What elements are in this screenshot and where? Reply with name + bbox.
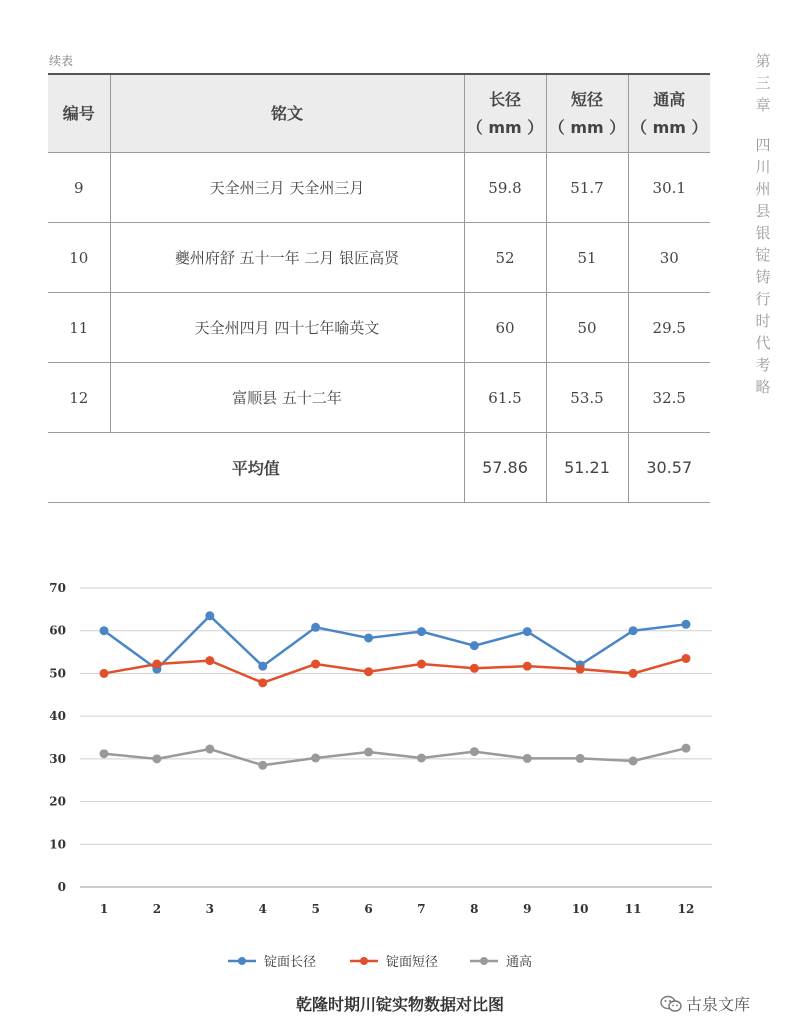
- cell-length: 60: [464, 293, 546, 363]
- data-point: [364, 748, 373, 757]
- average-label: 平均值: [48, 433, 464, 503]
- data-point: [311, 660, 320, 669]
- cell-inscription: 夔州府舒 五十一年 二月 银匠高贤: [110, 223, 464, 293]
- cell-id: 10: [48, 223, 110, 293]
- x-tick-label: 11: [624, 902, 642, 916]
- data-point: [364, 667, 373, 676]
- data-point: [470, 747, 479, 756]
- data-point: [205, 745, 214, 754]
- data-point: [523, 662, 532, 671]
- cell-width: 50: [546, 293, 628, 363]
- table-row: [48, 363, 710, 433]
- cell-height: 30.1: [628, 153, 710, 223]
- table-row: [48, 153, 710, 223]
- continued-label: 续表: [49, 54, 74, 68]
- legend-marker: [480, 957, 488, 965]
- cell-inscription: 天全州三月 天全州三月: [110, 153, 464, 223]
- header-id: 编号: [48, 74, 110, 153]
- series-line: [104, 658, 686, 682]
- data-point: [417, 754, 426, 763]
- data-point: [417, 660, 426, 669]
- data-point: [470, 641, 479, 650]
- data-point: [100, 669, 109, 678]
- x-tick-label: 5: [311, 902, 320, 916]
- cell-id: 9: [48, 153, 110, 223]
- watermark-text: 古泉文库: [686, 995, 751, 1014]
- wechat-icon: [660, 995, 682, 1013]
- header-inscription: 铭文: [110, 74, 464, 153]
- table-header-row: [48, 74, 710, 153]
- header-height: 通高 （ mm ）: [628, 74, 710, 153]
- x-tick-label: 4: [258, 902, 267, 916]
- chart-title: 乾隆时期川锭实物数据对比图: [295, 995, 504, 1014]
- cell-width: 51: [546, 223, 628, 293]
- y-tick-label: 20: [49, 794, 66, 809]
- watermark: [660, 992, 750, 1015]
- y-tick-label: 70: [49, 581, 66, 595]
- average-row: [48, 433, 710, 503]
- data-point: [364, 633, 373, 642]
- x-tick-label: 10: [571, 902, 589, 916]
- x-tick-label: 12: [677, 902, 695, 916]
- data-point: [682, 654, 691, 663]
- side-running-title: [754, 50, 772, 398]
- y-tick-label: 10: [49, 837, 66, 852]
- cell-length: 52: [464, 223, 546, 293]
- line-chart: [0, 570, 800, 980]
- data-point: [152, 754, 161, 763]
- x-tick-label: 8: [470, 902, 479, 916]
- data-point: [205, 611, 214, 620]
- legend-label: 锭面短径: [386, 955, 439, 970]
- data-point: [100, 749, 109, 758]
- data-point: [417, 627, 426, 636]
- data-point: [152, 660, 161, 669]
- average-width: 51.21: [546, 433, 628, 503]
- data-point: [629, 669, 638, 678]
- cell-inscription: 富顺县 五十二年: [110, 363, 464, 433]
- x-tick-label: 6: [364, 902, 373, 916]
- data-point: [311, 754, 320, 763]
- x-tick-label: 7: [417, 902, 426, 916]
- cell-width: 53.5: [546, 363, 628, 433]
- x-tick-label: 3: [205, 902, 214, 916]
- data-point: [523, 754, 532, 763]
- table-row: [48, 223, 710, 293]
- data-point: [682, 620, 691, 629]
- legend-marker: [238, 957, 246, 965]
- cell-height-highlighted: 29.5: [628, 293, 710, 363]
- legend-marker: [360, 957, 368, 965]
- cell-id: 12: [48, 363, 110, 433]
- cell-length: 61.5: [464, 363, 546, 433]
- y-tick-label: 0: [57, 880, 66, 894]
- cell-height: 30: [628, 223, 710, 293]
- data-point: [682, 744, 691, 753]
- data-point: [258, 761, 267, 770]
- header-width: 短径 （ mm ）: [546, 74, 628, 153]
- x-tick-label: 2: [152, 902, 162, 916]
- data-point: [576, 665, 585, 674]
- legend-label: 通高: [506, 955, 533, 970]
- cell-length: 59.8: [464, 153, 546, 223]
- average-height: 30.57: [628, 433, 710, 503]
- data-point: [523, 627, 532, 636]
- side-title: 四 川 州 县 银 锭 铸 行 时 代 考 略: [755, 136, 771, 396]
- data-point: [311, 623, 320, 632]
- cell-height: 32.5: [628, 363, 710, 433]
- legend-label: 锭面长径: [264, 955, 317, 970]
- cell-width: 51.7: [546, 153, 628, 223]
- x-tick-label: 9: [523, 902, 532, 916]
- y-tick-label: 40: [49, 709, 66, 724]
- header-length: 长径 （ mm ）: [464, 74, 546, 153]
- cell-id: 11: [48, 293, 110, 363]
- y-tick-label: 50: [49, 666, 66, 681]
- data-point: [258, 662, 267, 671]
- data-point: [258, 678, 267, 687]
- y-tick-label: 60: [49, 623, 66, 638]
- data-point: [100, 626, 109, 635]
- cell-inscription: 天全州四月 四十七年喻英文: [110, 293, 464, 363]
- data-point: [576, 754, 585, 763]
- y-tick-label: 30: [49, 751, 66, 766]
- side-chapter: 第 三 章: [755, 52, 771, 114]
- average-length: 57.86: [464, 433, 546, 503]
- data-point: [470, 664, 479, 673]
- series-line: [104, 748, 686, 765]
- x-tick-label: 1: [99, 902, 109, 916]
- data-point: [205, 656, 214, 665]
- data-point: [629, 756, 638, 765]
- data-point: [629, 626, 638, 635]
- table-row: [48, 293, 710, 363]
- ingot-data-table: [48, 73, 710, 503]
